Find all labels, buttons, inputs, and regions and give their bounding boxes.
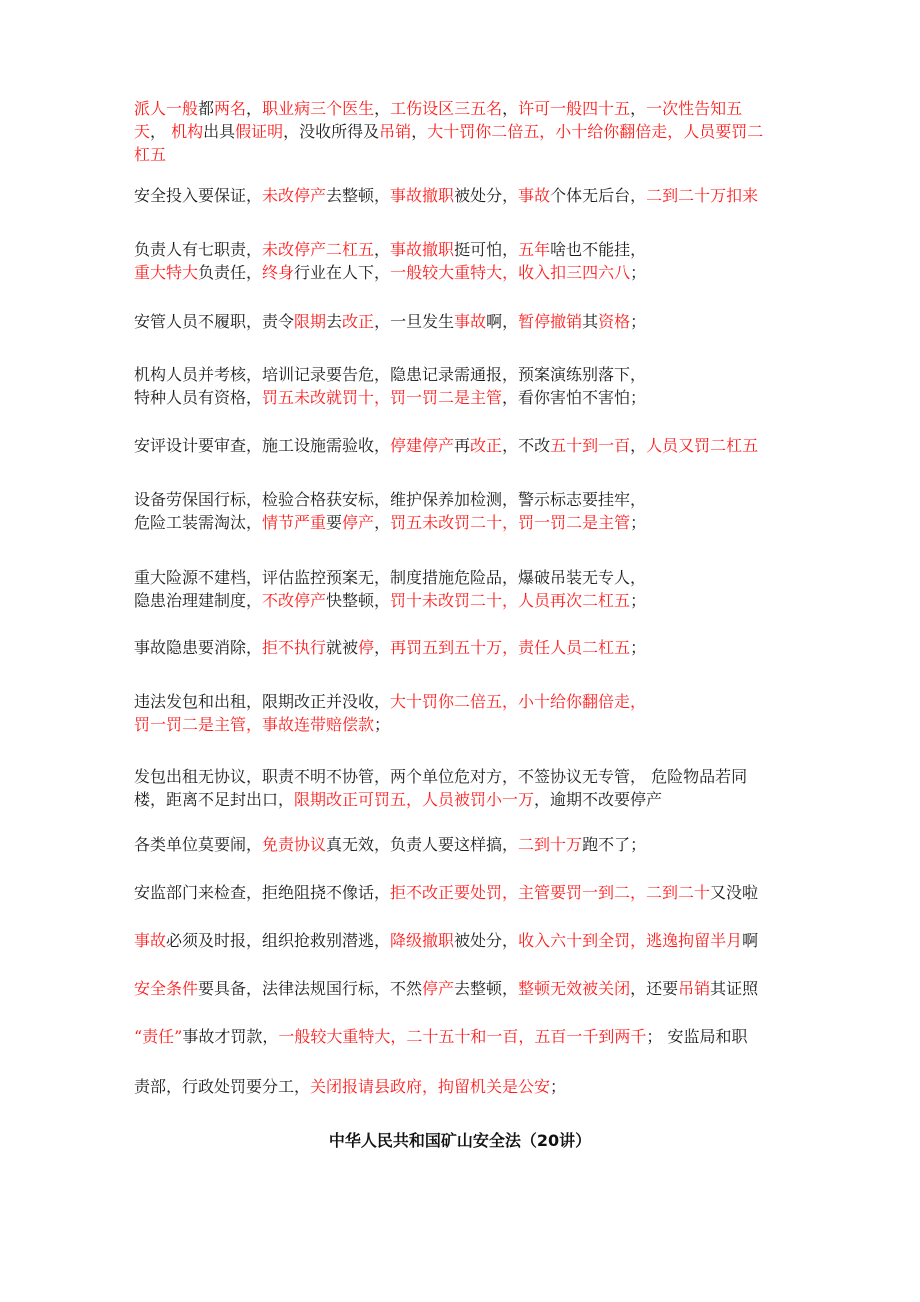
highlighted-text: 工伤设区三五名 (390, 99, 503, 118)
paragraph (134, 97, 794, 166)
paragraph (134, 833, 794, 856)
text-line (134, 1025, 794, 1048)
text-line (134, 765, 794, 788)
plain-text: ； (374, 715, 391, 734)
highlighted-text: 停产 (342, 513, 375, 532)
text-line (134, 238, 794, 261)
plain-text: 安监部门来检查，拒绝阻挠不像话， (134, 883, 391, 902)
plain-text: 啊， (486, 312, 519, 331)
text-line (134, 881, 794, 904)
plain-text: 安评设计要审查，施工设施需验收， (134, 436, 391, 455)
text-line (134, 120, 794, 143)
text-line (134, 261, 794, 284)
highlighted-text: 天 (134, 122, 151, 141)
plain-text: 行业在人下， (294, 263, 391, 282)
plain-text: ，一旦发生 (374, 312, 455, 331)
highlighted-text: 机构 (171, 122, 204, 141)
paragraph (134, 1025, 794, 1048)
highlighted-text: 职业病三个医生 (262, 99, 375, 118)
plain-text: 隐患治理建制度， (134, 591, 263, 610)
text-line (134, 566, 794, 589)
paragraph (134, 765, 794, 811)
plain-text: 啊 (742, 931, 759, 950)
plain-text: 各类单位莫要闹， (134, 835, 263, 854)
text-line (134, 833, 794, 856)
plain-text: ； (550, 1077, 567, 1096)
paragraph (134, 566, 794, 612)
plain-text: 真无效，负责人要这样搞， (326, 835, 519, 854)
plain-text: 挺可怕， (454, 240, 519, 259)
highlighted-text: 五年 (518, 240, 551, 259)
highlighted-text: 限期改正可罚五，人员被罚小一万 (294, 790, 535, 809)
highlighted-text: 终身 (262, 263, 295, 282)
highlighted-text: 派人一般 (134, 99, 199, 118)
plain-text: ， (411, 122, 428, 141)
highlighted-text: 二到十万 (518, 835, 583, 854)
highlighted-text: 罚五未改罚二十，罚一罚二是主管 (390, 513, 631, 532)
highlighted-text: 大十罚你二倍五，小十给你翻倍走，人员要罚二 (427, 122, 764, 141)
text-line (134, 690, 794, 713)
plain-text: 机构人员并考核，培训记录要告危，隐患记录需通报，预案演练别落下， (134, 365, 647, 384)
highlighted-text: 限期 (294, 312, 327, 331)
plain-text: 危险工装需淘汰， (134, 513, 263, 532)
text-line (134, 929, 794, 952)
plain-text: 要 (326, 513, 343, 532)
plain-text: 跑不了； (582, 835, 647, 854)
text-line (134, 1075, 794, 1098)
paragraph (134, 184, 794, 207)
paragraph (134, 363, 794, 409)
paragraph (134, 929, 794, 952)
highlighted-text: 杠五 (134, 145, 167, 164)
paragraph (134, 881, 794, 904)
highlighted-text: 未改停产 (262, 186, 327, 205)
highlighted-text: 资格 (598, 312, 631, 331)
highlighted-text: “责任” (134, 1027, 183, 1046)
text-line (134, 488, 794, 511)
highlighted-text: 四十五 (582, 99, 631, 118)
highlighted-text: 罚十未改罚二十，人员再次二杠五 (390, 591, 631, 610)
plain-text: 必须及时报，组织抢救别潜逃， (166, 931, 391, 950)
plain-text: 又没啦 (710, 883, 759, 902)
paragraph (134, 977, 794, 1000)
highlighted-text: 一次性告知五 (646, 99, 743, 118)
highlighted-text: 罚一罚二是主管，事故连带赔偿款 (134, 715, 375, 734)
plain-text: ，还要 (630, 979, 679, 998)
highlighted-text: 收入六十到全罚，逃逸拘留半月 (518, 931, 743, 950)
plain-text: 其证照 (710, 979, 759, 998)
text-line (134, 589, 794, 612)
plain-text: 去整顿， (454, 979, 519, 998)
highlighted-text: 一般较大重特大，二十五十和一百，五百一千到两千 (278, 1027, 647, 1046)
highlighted-text: 事故 (134, 931, 167, 950)
paragraph (134, 690, 794, 736)
section-heading: 中华人民共和国矿山安全法（20讲） (328, 1131, 592, 1150)
highlighted-text: 改正 (342, 312, 375, 331)
plain-text: 去 (326, 312, 343, 331)
paragraph (134, 1075, 794, 1098)
text-line (134, 511, 794, 534)
text-line (134, 788, 794, 811)
highlighted-text: 二到二十万扣来 (646, 186, 759, 205)
text-line (134, 310, 794, 333)
highlighted-text: 假证明 (235, 122, 284, 141)
plain-text: ， (374, 99, 391, 118)
plain-text: ； 安监局和职 (646, 1027, 748, 1046)
text-line (134, 713, 794, 736)
highlighted-text: 事故撤职 (390, 240, 455, 259)
highlighted-text: 人员又罚二杠五 (646, 436, 759, 455)
plain-text: ； (630, 263, 647, 282)
highlighted-text: 一般较大重特大，收入扣三四六八 (390, 263, 631, 282)
text-line (134, 184, 794, 207)
plain-text: ， (374, 638, 391, 657)
highlighted-text: 暂停撤销 (518, 312, 583, 331)
plain-text: 其 (582, 312, 599, 331)
paragraph (134, 488, 794, 534)
highlighted-text: 未改停产二杠五 (262, 240, 375, 259)
plain-text: ，逾期不改要停产 (534, 790, 663, 809)
plain-text: 出具 (203, 122, 236, 141)
paragraph (134, 310, 794, 333)
plain-text: ，看你害怕不害怕； (502, 388, 647, 407)
highlighted-text: 重大特大 (134, 263, 199, 282)
plain-text: 快整顿， (326, 591, 391, 610)
paragraph (134, 238, 794, 284)
plain-text: ； (630, 638, 647, 657)
highlighted-text: 事故 (454, 312, 487, 331)
highlighted-text: 再罚五到五十万，责任人员二杠五 (390, 638, 631, 657)
plain-text: 去整顿， (326, 186, 391, 205)
plain-text: ， (246, 99, 263, 118)
plain-text: 重大险源不建档，评估监控预案无，制度措施危险品，爆破吊装无专人， (134, 568, 647, 587)
highlighted-text: 整顿无效被关闭 (518, 979, 631, 998)
plain-text: ，没收所得及 (283, 122, 380, 141)
highlighted-text: 安全条件 (134, 979, 199, 998)
plain-text: 事故隐患要消除， (134, 638, 263, 657)
plain-text: 责部，行政处罚要分工， (134, 1077, 311, 1096)
plain-text: ； (630, 591, 647, 610)
paragraph (134, 636, 794, 659)
highlighted-text: 事故撤职 (390, 186, 455, 205)
text-line (134, 636, 794, 659)
plain-text: 再 (454, 436, 471, 455)
highlighted-text: 五十到一百 (550, 436, 631, 455)
text-line (134, 977, 794, 1000)
plain-text: 要具备，法律法规国行标，不然 (198, 979, 423, 998)
text-line (134, 97, 794, 120)
paragraph (134, 434, 794, 457)
highlighted-text: 停建停产 (390, 436, 455, 455)
plain-text: 个体无后台， (550, 186, 647, 205)
highlighted-text: 大十罚你二倍五，小十给你翻倍走， (390, 692, 647, 711)
plain-text: ， (630, 99, 647, 118)
plain-text: 违法发包和出租，限期改正并没收， (134, 692, 391, 711)
highlighted-text: 拒不改正要处罚，主管要罚一到二，二到二十 (390, 883, 711, 902)
plain-text: 被处分， (454, 186, 519, 205)
plain-text: 特种人员有资格， (134, 388, 263, 407)
highlighted-text: 拒不执行 (262, 638, 327, 657)
text-line (134, 363, 794, 386)
highlighted-text: 关闭报请县政府，拘留机关是公安 (310, 1077, 551, 1096)
highlighted-text: 停 (358, 638, 375, 657)
text-line (134, 434, 794, 457)
plain-text: ， (630, 436, 647, 455)
plain-text: ， (150, 122, 172, 141)
plain-text: ，不改 (502, 436, 551, 455)
plain-text: 啥也不能挂， (550, 240, 647, 259)
plain-text: 楼，距离不足封出口， (134, 790, 295, 809)
highlighted-text: 改正 (470, 436, 503, 455)
plain-text: 发包出租无协议，职责不明不协管，两个单位危对方，不签协议无专管， 危险物品若同 (134, 767, 748, 786)
text-line (134, 386, 794, 409)
plain-text: 都 (198, 99, 215, 118)
plain-text: 安全投入要保证， (134, 186, 263, 205)
text-line (134, 143, 794, 166)
plain-text: ， (502, 99, 519, 118)
plain-text: ； (630, 513, 647, 532)
highlighted-text: 降级撤职 (390, 931, 455, 950)
plain-text: 安管人员不履职，责令 (134, 312, 295, 331)
highlighted-text: 许可一般 (518, 99, 583, 118)
plain-text: ， (374, 240, 391, 259)
plain-text: 设备劳保国行标，检验合格获安标，维护保养加检测，警示标志要挂牢， (134, 490, 647, 509)
highlighted-text: 罚五未改就罚十，罚一罚二是主管 (262, 388, 503, 407)
highlighted-text: 免责协议 (262, 835, 327, 854)
plain-text: 负责人有七职责， (134, 240, 263, 259)
plain-text: ， (374, 513, 391, 532)
highlighted-text: 停产 (422, 979, 455, 998)
plain-text: 负责任， (198, 263, 263, 282)
plain-text: 就被 (326, 638, 359, 657)
highlighted-text: 吊销 (678, 979, 711, 998)
plain-text: 事故才罚款， (182, 1027, 279, 1046)
highlighted-text: 情节严重 (262, 513, 327, 532)
highlighted-text: 吊销 (379, 122, 412, 141)
plain-text: ； (630, 312, 647, 331)
highlighted-text: 两名 (214, 99, 247, 118)
highlighted-text: 事故 (518, 186, 551, 205)
plain-text: 被处分， (454, 931, 519, 950)
highlighted-text: 不改停产 (262, 591, 327, 610)
